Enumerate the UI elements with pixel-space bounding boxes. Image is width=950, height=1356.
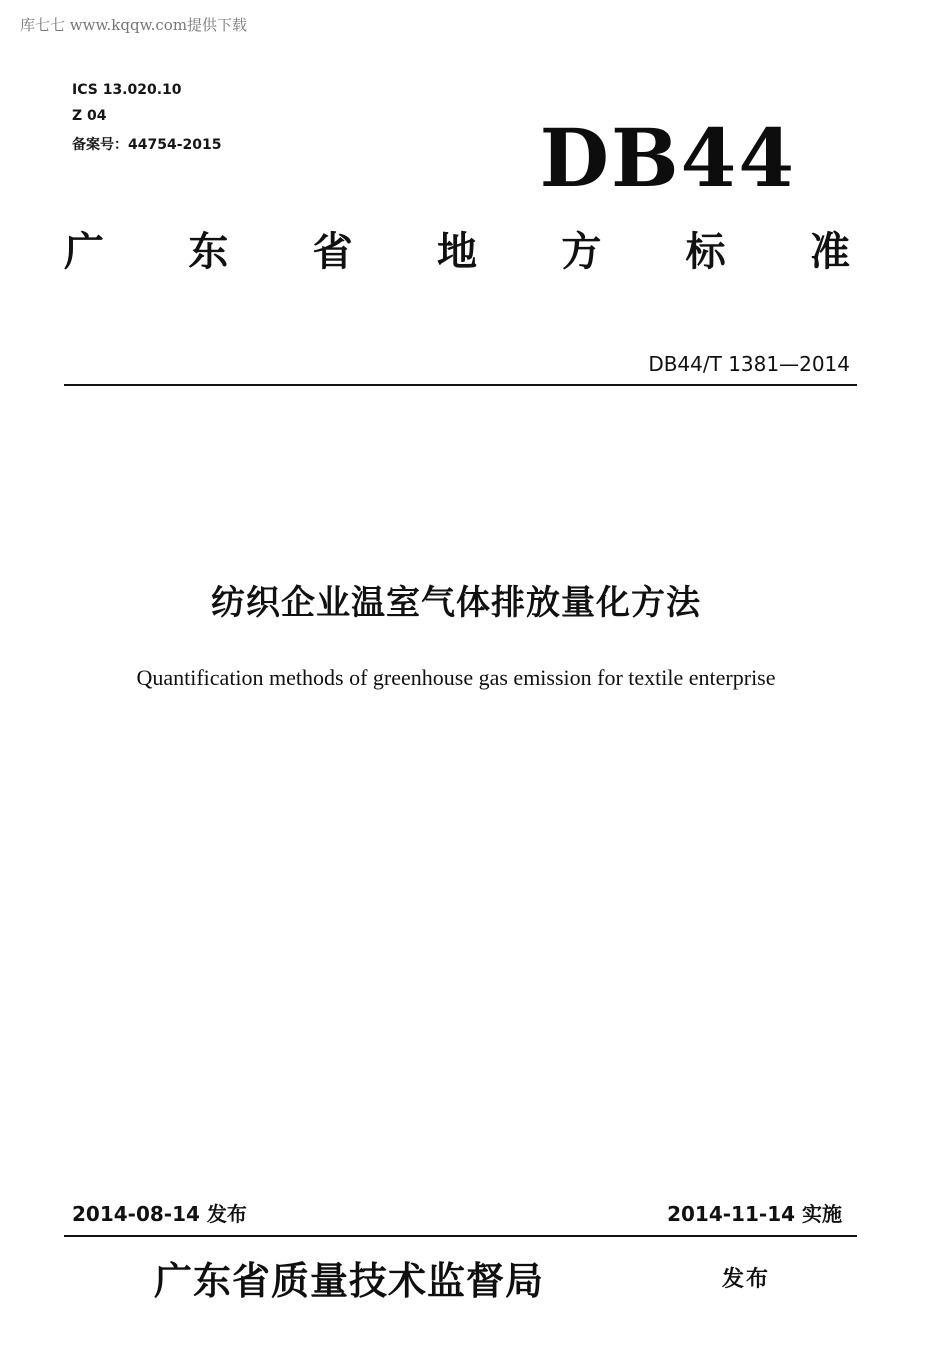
category-char: 东	[188, 228, 229, 275]
category-code: Z 04	[72, 108, 107, 124]
standard-number: DB44/T 1381—2014	[648, 352, 850, 376]
category-char: 地	[436, 228, 477, 275]
publish-label: 发布	[722, 1266, 771, 1292]
document-title-en: Quantification methods of greenhouse gas emission for textile enterprise	[136, 665, 776, 690]
bottom-divider	[64, 1235, 857, 1237]
implementation-date: 2014-11-14 实施	[667, 1202, 842, 1226]
publisher-name: 广东省质量技术监督局	[154, 1258, 545, 1303]
document-title-cn: 纺织企业温室气体排放量化方法	[211, 583, 701, 623]
category-char: 方	[561, 228, 602, 275]
ics-code: ICS 13.020.10	[72, 82, 182, 98]
top-divider	[64, 384, 857, 386]
watermark-text: 库七七 www.kqqw.com提供下载	[20, 16, 248, 34]
category-char: 广	[64, 228, 104, 275]
registration-number: 备案号：44754-2015	[72, 137, 222, 153]
category-char: 准	[809, 228, 850, 275]
issue-date: 2014-08-14 发布	[72, 1202, 247, 1226]
standard-category-heading	[64, 228, 850, 275]
db44-logo: DB44	[539, 111, 796, 205]
category-char: 标	[685, 228, 726, 275]
category-char: 省	[312, 228, 353, 275]
